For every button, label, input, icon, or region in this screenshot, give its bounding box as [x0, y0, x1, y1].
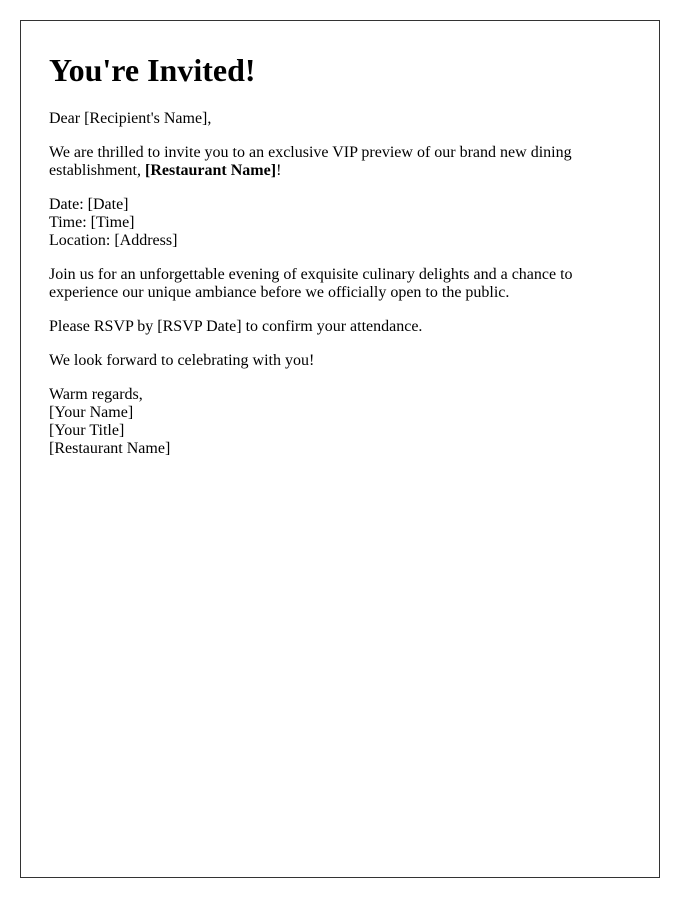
event-location: Location: [Address] [49, 231, 178, 249]
rsvp-paragraph: Please RSVP by [RSVP Date] to confirm your attendance. [49, 317, 423, 335]
body-paragraph: Join us for an unforgettable evening of exquisite culinary delights and a chance to experience our unique ambiance before we officially open to the public. [49, 265, 573, 301]
intro-exclamation: ! [276, 161, 282, 179]
event-time: Time: [Time] [49, 213, 135, 231]
sender-title: [Your Title] [49, 421, 125, 439]
sender-name: [Your Name] [49, 403, 134, 421]
event-details [49, 196, 631, 250]
signature-block [49, 386, 631, 458]
closing-line: We look forward to celebrating with you! [49, 351, 315, 369]
valediction: Warm regards, [49, 385, 143, 403]
greeting: Dear [Recipient's Name], [49, 109, 212, 127]
invitation-letter [20, 20, 660, 878]
intro-restaurant-name: [Restaurant Name] [144, 161, 277, 179]
event-date: Date: [Date] [49, 195, 129, 213]
letter-title: You're Invited! [49, 52, 256, 88]
sender-restaurant: [Restaurant Name] [49, 439, 171, 457]
intro-text: We are thrilled to invite you to an exclusive VIP preview of our brand new dining establishment, [49, 143, 572, 179]
intro-paragraph [49, 144, 631, 180]
